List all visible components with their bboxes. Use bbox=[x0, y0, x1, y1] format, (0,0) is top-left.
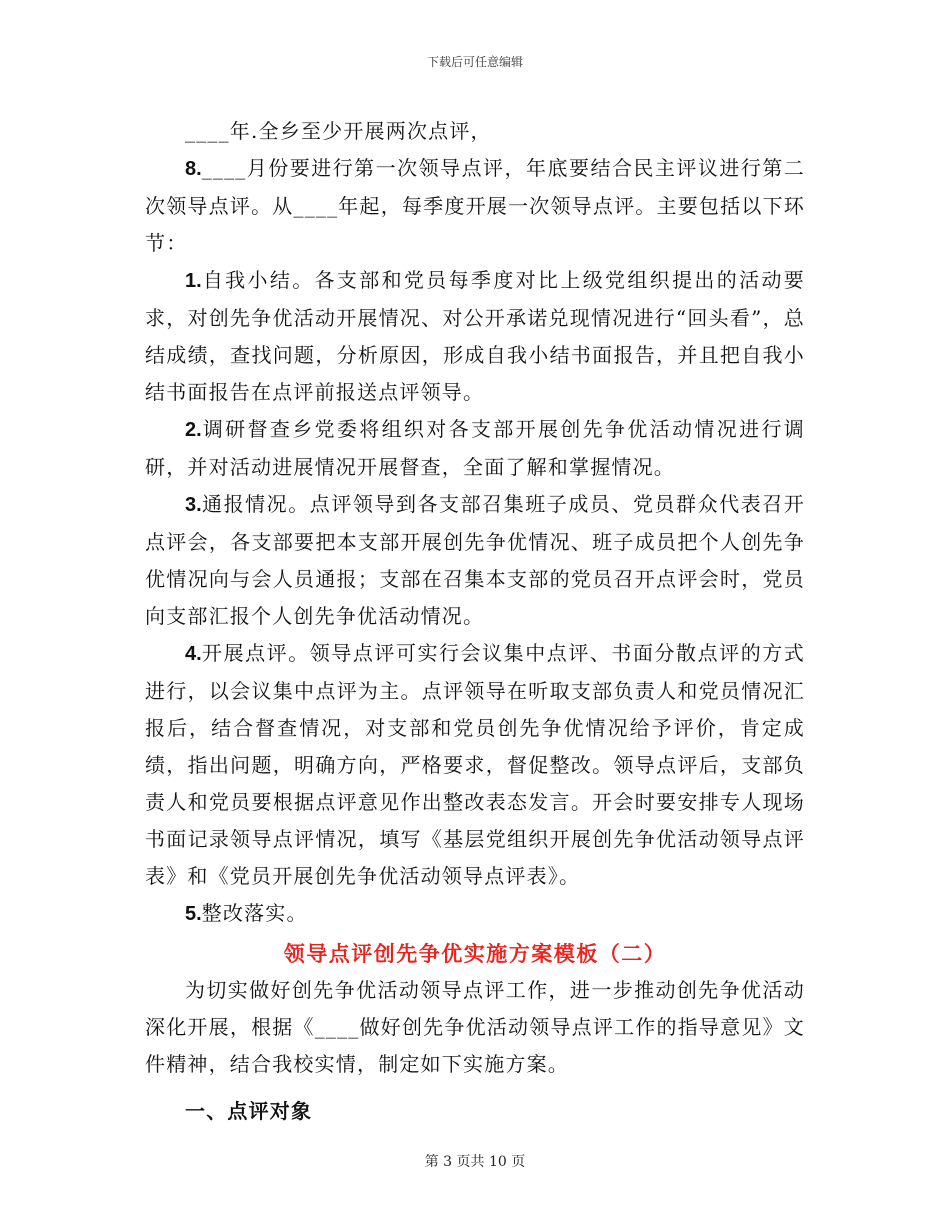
paragraph-step-1 bbox=[145, 262, 805, 411]
heading-1: 一、点评对象 bbox=[185, 1099, 313, 1123]
paragraph-step-5 bbox=[145, 895, 805, 933]
header-note: 下载后可任意编辑 bbox=[426, 55, 523, 69]
item-number: 5. bbox=[185, 903, 202, 925]
item-number: 2. bbox=[185, 419, 202, 441]
item-number: 4. bbox=[185, 643, 202, 665]
paragraph-step-2 bbox=[145, 411, 805, 486]
item-number: 8. bbox=[185, 158, 202, 180]
document-body bbox=[145, 113, 805, 1130]
paragraph-text: 自我小结。各支部和党员每季度对比上级党组织提出的活动要求，对创先争优活动开展情况、对公开承诺兑现情况进行“回头看”，总结成绩，查找问题，分析原因，形成自我小结书面报告，并且把自我小结书面报告在点评前报送点评领导。 bbox=[145, 268, 805, 404]
paragraph-text: 开展点评。领导点评可实行会议集中点评、书面分散点评的方式进行，以会议集中点评为主。点评领导在听取支部负责人和党员情况汇报后，结合督查情况，对支部和党员创先争优情况给予评价，肯定成绩，指出问题，明确方向，严格要求，督促整改。领导点评后，支部负责人和党员要根据点评意见作出整改表态发言。开会时要安排专人现场书面记录领导点评情况，填写《基层党组织开展创先争优活动领导点评表》和《党员开展创先争优活动领导点评表》。 bbox=[145, 641, 805, 888]
paragraph-continuation bbox=[145, 113, 805, 150]
paragraph-text: ____月份要进行第一次领导点评，年底要结合民主评议进行第二次领导点评。从____年起，每季度开展一次领导点评。主要包括以下环节： bbox=[145, 156, 805, 255]
section-title: 领导点评创先争优实施方案模板（二） bbox=[283, 941, 667, 966]
paragraph-text: 通报情况。点评领导到各支部召集班子成员、党员群众代表召开点评会，各支部要把本支部开展创先争优情况、班子成员把个人创先争优情况向与会人员通报；支部在召集本支部的党员召开点评会时，党员向支部汇报个人创先争优活动情况。 bbox=[145, 492, 805, 628]
item-number: 3. bbox=[185, 494, 202, 516]
item-number: 1. bbox=[185, 270, 202, 292]
paragraph-step-3 bbox=[145, 486, 805, 635]
paragraph-item-8 bbox=[145, 150, 805, 262]
page-footer: 第 3 页共 10 页 bbox=[424, 1154, 526, 1170]
paragraph-text: 整改落实。 bbox=[201, 901, 308, 925]
paragraph-text: ____年.全乡至少开展两次点评， bbox=[185, 119, 492, 143]
paragraph-step-4 bbox=[145, 635, 805, 895]
intro-paragraph: 为切实做好创先争优活动领导点评工作，进一步推动创先争优活动深化开展，根据《____做好创先争优活动领导点评工作的指导意见》文件精神，结合我校实情，制定如下实施方案。 bbox=[145, 978, 805, 1076]
paragraph-text: 调研督查乡党委将组织对各支部开展创先争优活动情况进行调研，并对活动进展情况开展督查，全面了解和掌握情况。 bbox=[145, 417, 805, 479]
